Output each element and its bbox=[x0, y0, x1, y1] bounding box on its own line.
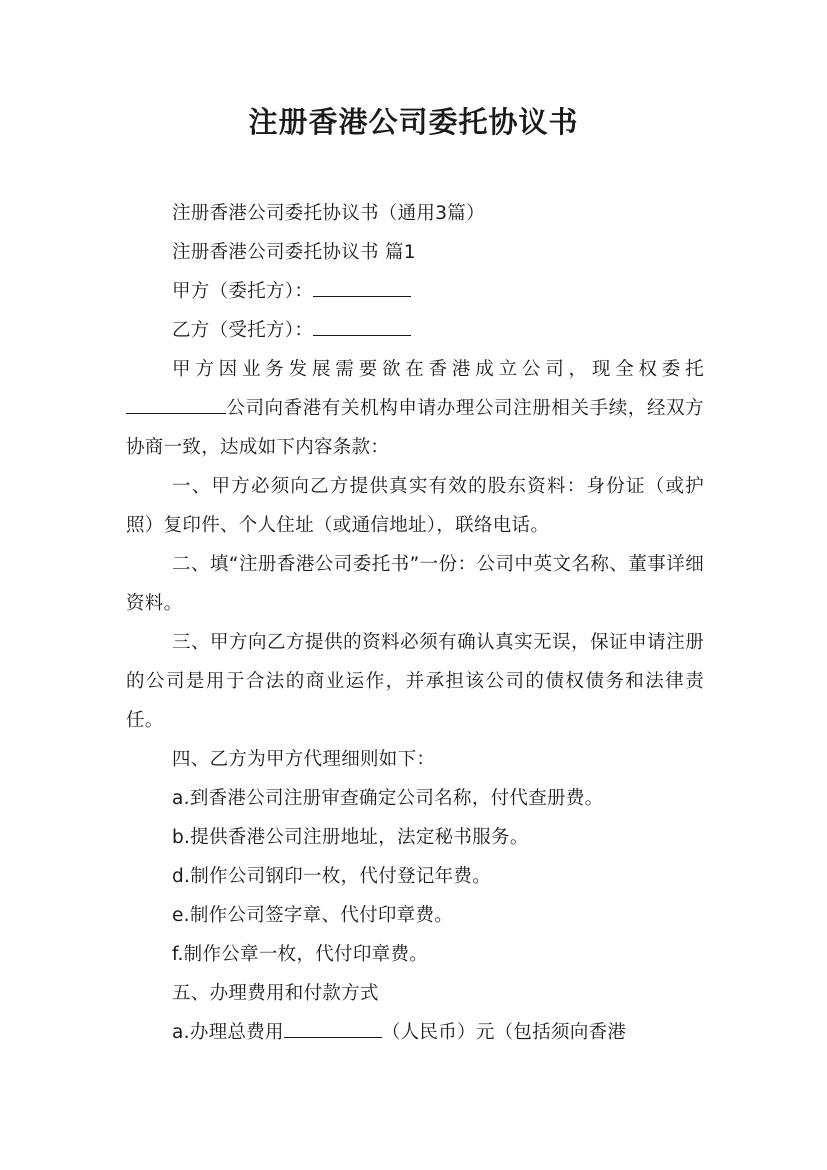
document-body bbox=[126, 194, 704, 1052]
document-subtitle: 注册香港公司委托协议书（通用3篇） bbox=[172, 203, 485, 224]
clause-5: 五、办理费用和付款方式 bbox=[172, 983, 379, 1004]
fee-prefix: a.办理总费用 bbox=[172, 1022, 284, 1043]
item-f: f.制作公章一枚，代付印章费。 bbox=[172, 944, 429, 965]
party-a-label: 甲方（委托方）： bbox=[172, 281, 314, 302]
clause-4: 四、乙方为甲方代理细则如下： bbox=[172, 749, 436, 770]
section-heading: 注册香港公司委托协议书 篇1 bbox=[172, 242, 416, 263]
fee-suffix: （人民币）元（包括须向香港 bbox=[381, 1022, 627, 1043]
clause-3: 三、甲方向乙方提供的资料必须有确认真实无误，保证申请注册的公司是用于合法的商业运作，并承担该公司的债权债务和法律责任。 bbox=[126, 632, 704, 731]
party-b-blank bbox=[313, 317, 411, 336]
party-a-blank bbox=[313, 278, 411, 297]
item-a: a.到香港公司注册审查确定公司名称，付代查册费。 bbox=[172, 788, 604, 809]
clause-1: 一、甲方必须向乙方提供真实有效的股东资料：身份证（或护照）复印件、个人住址（或通信地址），联络电话。 bbox=[126, 476, 704, 536]
intro-text-1: 甲方因业务发展需要欲在香港成立公司，现全权委托 bbox=[172, 359, 704, 380]
fee-blank bbox=[284, 1019, 382, 1038]
party-b-label: 乙方（受托方）： bbox=[172, 320, 314, 341]
fee-line bbox=[126, 1013, 704, 1052]
clause-2: 二、填“注册香港公司委托书”一份：公司中英文名称、董事详细资料。 bbox=[126, 554, 704, 614]
party-b-line bbox=[126, 311, 704, 350]
intro-paragraph bbox=[126, 350, 704, 467]
item-e: e.制作公司签字章、代付印章费。 bbox=[172, 905, 454, 926]
item-b: b.提供香港公司注册地址，法定秘书服务。 bbox=[172, 827, 529, 848]
document-title: 注册香港公司委托协议书 bbox=[248, 105, 579, 139]
party-a-line bbox=[126, 272, 704, 311]
intro-text-2: 公司向香港有关机构申请办理公司注册相关手续，经双方协商一致，达成如下内容条款： bbox=[126, 398, 704, 458]
item-d: d.制作公司钢印一枚，代付登记年费。 bbox=[172, 866, 492, 887]
agent-company-blank bbox=[126, 395, 226, 414]
